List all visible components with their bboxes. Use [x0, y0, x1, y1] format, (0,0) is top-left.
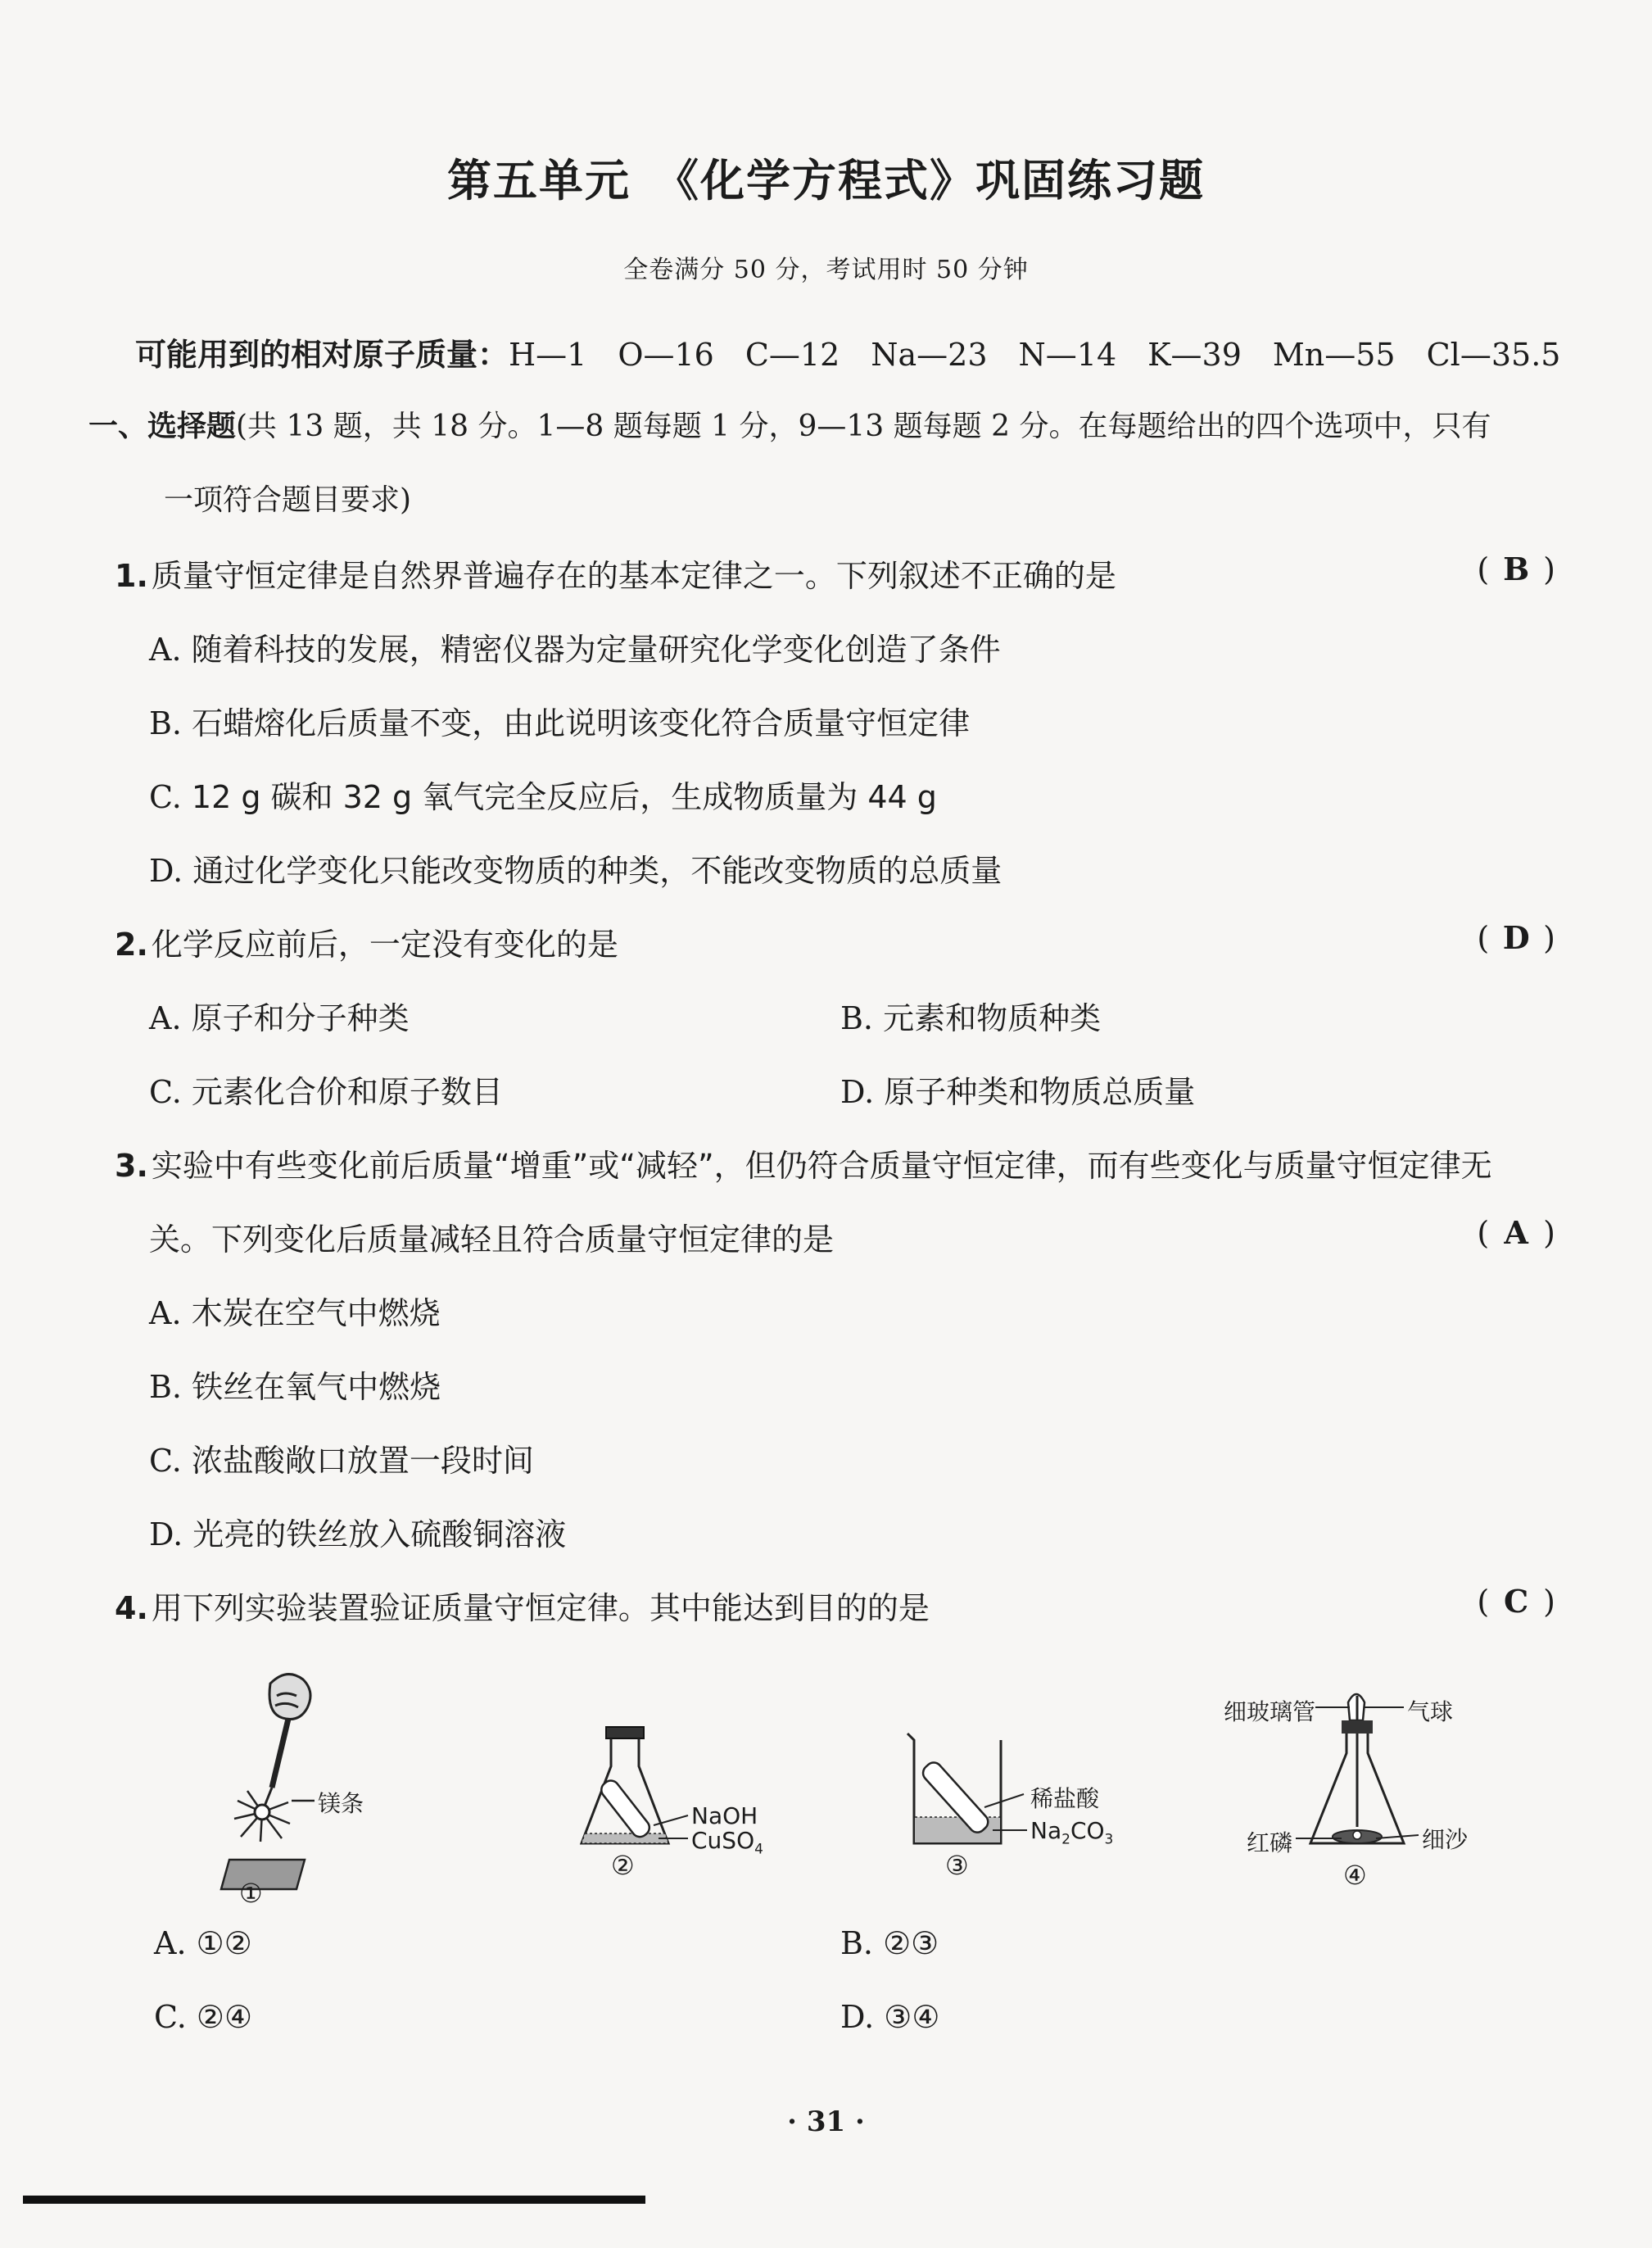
- na2co3-label: [1030, 1817, 1113, 1848]
- magnesium-label: 镁条: [318, 1790, 364, 1817]
- balloon-label: 气球: [1407, 1698, 1454, 1725]
- q2-option-b: [840, 993, 1101, 1038]
- section-instructions-cont: 一项符合题目要求): [164, 483, 412, 517]
- q2-option-d: [840, 1067, 1195, 1112]
- figure-3-hcl-na2co3: [903, 1729, 1132, 1909]
- option-letter: D.: [149, 853, 183, 889]
- bottom-rule: [23, 2196, 645, 2204]
- option-text: ③④: [884, 1999, 940, 2035]
- option-letter: D.: [840, 1074, 875, 1110]
- question-text: 用下列实验装置验证质量守恒定律。其中能达到目的的是: [151, 1590, 930, 1626]
- red-phosphorus-label: 红磷: [1247, 1829, 1293, 1856]
- option-text: 随着科技的发展，精密仪器为定量研究化学变化创造了条件: [191, 632, 1001, 668]
- q4-option-d: [840, 1999, 939, 2035]
- cuso4-formula: CuSO: [691, 1827, 755, 1854]
- option-text: 元素和物质种类: [883, 1000, 1102, 1036]
- question-1-stem: [115, 551, 1116, 596]
- question-text: 化学反应前后，一定没有变化的是: [151, 927, 618, 963]
- question-2-stem: [115, 919, 618, 964]
- option-letter: A.: [154, 1925, 187, 1961]
- option-letter: C.: [149, 1443, 182, 1479]
- option-text: ②③: [883, 1925, 939, 1961]
- question-number: 2.: [115, 927, 148, 963]
- glass-tube-label: 细玻璃管: [1224, 1698, 1316, 1725]
- q3-option-d: [149, 1509, 566, 1554]
- figure-1-caption: ①: [239, 1878, 263, 1909]
- q1-option-a: [149, 624, 1001, 669]
- question-text: 实验中有些变化前后质量“增重”或“减轻”，但仍符合质量守恒定律，而有些变化与质量守恒定律无: [151, 1148, 1492, 1184]
- option-text: 12 g 碳和 32 g 氧气完全反应后，生成物质量为 44 g: [191, 779, 937, 815]
- na2co3-part1: Na: [1030, 1817, 1062, 1844]
- option-letter: B.: [149, 705, 183, 741]
- option-text: 原子种类和物质总质量: [884, 1074, 1196, 1110]
- option-letter: A.: [149, 1000, 182, 1036]
- q3-option-a: [149, 1288, 441, 1333]
- question-3-stem-cont: 关。下列变化后质量减轻且符合质量守恒定律的是: [149, 1221, 835, 1258]
- answer-letter: D: [1502, 919, 1530, 956]
- answer-letter: C: [1504, 1583, 1529, 1620]
- q4-option-b: [840, 1925, 939, 1961]
- naoh-label: NaOH: [691, 1802, 758, 1829]
- option-text: 原子和分子种类: [191, 1000, 410, 1036]
- atomic-masses-label: 可能用到的相对原子质量：: [135, 337, 509, 373]
- cuso4-label: [691, 1827, 763, 1858]
- section-instructions: (共 13 题，共 18 分。1—8 题每题 1 分，9—13 题每题 2 分。在每题给出的四个选项中，只有: [236, 410, 1491, 443]
- answer-letter: B: [1503, 551, 1530, 587]
- section-title: 一、选择题: [88, 410, 237, 443]
- page-title: 第五单元 《化学方程式》巩固练习题: [447, 154, 1205, 206]
- option-text: ②④: [196, 1999, 253, 2035]
- figure-3-caption: ③: [945, 1850, 969, 1881]
- option-text: 木炭在空气中燃烧: [191, 1295, 441, 1331]
- q3-option-b: [149, 1362, 441, 1407]
- figure-1-magnesium: [213, 1663, 426, 1909]
- na2co3-sub2: 3: [1104, 1831, 1114, 1848]
- option-text: 铁丝在氧气中燃烧: [192, 1369, 441, 1405]
- q4-option-a: [154, 1925, 252, 1961]
- page-number: · 31 ·: [787, 2105, 865, 2138]
- option-letter: C.: [154, 1999, 187, 2035]
- na2co3-part2: CO: [1070, 1817, 1105, 1844]
- cuso4-subscript: 4: [754, 1841, 763, 1858]
- option-letter: B.: [840, 1000, 874, 1036]
- q1-option-d: [149, 845, 1002, 891]
- option-text: 通过化学变化只能改变物质的种类，不能改变物质的总质量: [192, 853, 1003, 889]
- answer-3: ( A ): [1477, 1214, 1555, 1251]
- q2-option-a: [149, 993, 410, 1038]
- hcl-label: 稀盐酸: [1030, 1785, 1100, 1812]
- q1-option-b: [149, 698, 970, 743]
- option-letter: A.: [149, 632, 182, 668]
- question-number: 1.: [115, 558, 148, 594]
- section-heading: [88, 403, 1491, 445]
- option-text: 元素化合价和原子数目: [191, 1074, 503, 1110]
- option-text: 石蜡熔化后质量不变，由此说明该变化符合质量守恒定律: [192, 705, 971, 741]
- answer-4: ( C ): [1477, 1583, 1555, 1620]
- figure-4-red-phosphorus: [1224, 1688, 1540, 1909]
- answer-letter: A: [1504, 1214, 1528, 1251]
- option-letter: D.: [840, 1999, 875, 2035]
- figure-4-caption: ④: [1343, 1860, 1367, 1891]
- option-letter: B.: [149, 1369, 183, 1405]
- atomic-masses: [135, 329, 1560, 374]
- answer-1: ( B ): [1477, 551, 1555, 587]
- atomic-masses-values: H—1 O—16 C—12 Na—23 N—14 K—39 Mn—55 Cl—35.5: [509, 337, 1561, 373]
- option-text: ①②: [196, 1925, 252, 1961]
- answer-2: ( D ): [1477, 919, 1555, 956]
- q3-option-c: [149, 1435, 534, 1480]
- question-text: 质量守恒定律是自然界普遍存在的基本定律之一。下列叙述不正确的是: [151, 558, 1116, 594]
- sand-label: 细沙: [1422, 1826, 1469, 1853]
- question-number: 3.: [115, 1148, 148, 1184]
- question-number: 4.: [115, 1590, 148, 1626]
- option-letter: D.: [149, 1516, 183, 1552]
- q4-option-c: [154, 1999, 252, 2035]
- q2-option-c: [149, 1067, 503, 1112]
- figure-2-naoh-cuso4: [573, 1720, 786, 1909]
- question-3-stem: [115, 1140, 1492, 1185]
- option-letter: C.: [149, 779, 182, 815]
- q1-option-c: [149, 772, 937, 817]
- option-letter: B.: [840, 1925, 874, 1961]
- option-text: 光亮的铁丝放入硫酸铜溶液: [192, 1516, 567, 1552]
- question-4-stem: [115, 1583, 930, 1628]
- option-letter: A.: [149, 1295, 182, 1331]
- na2co3-sub1: 2: [1061, 1831, 1070, 1848]
- option-text: 浓盐酸敞口放置一段时间: [191, 1443, 534, 1479]
- figure-2-caption: ②: [611, 1850, 635, 1881]
- option-letter: C.: [149, 1074, 182, 1110]
- exam-info: 全卷满分 50 分，考试用时 50 分钟: [623, 256, 1029, 284]
